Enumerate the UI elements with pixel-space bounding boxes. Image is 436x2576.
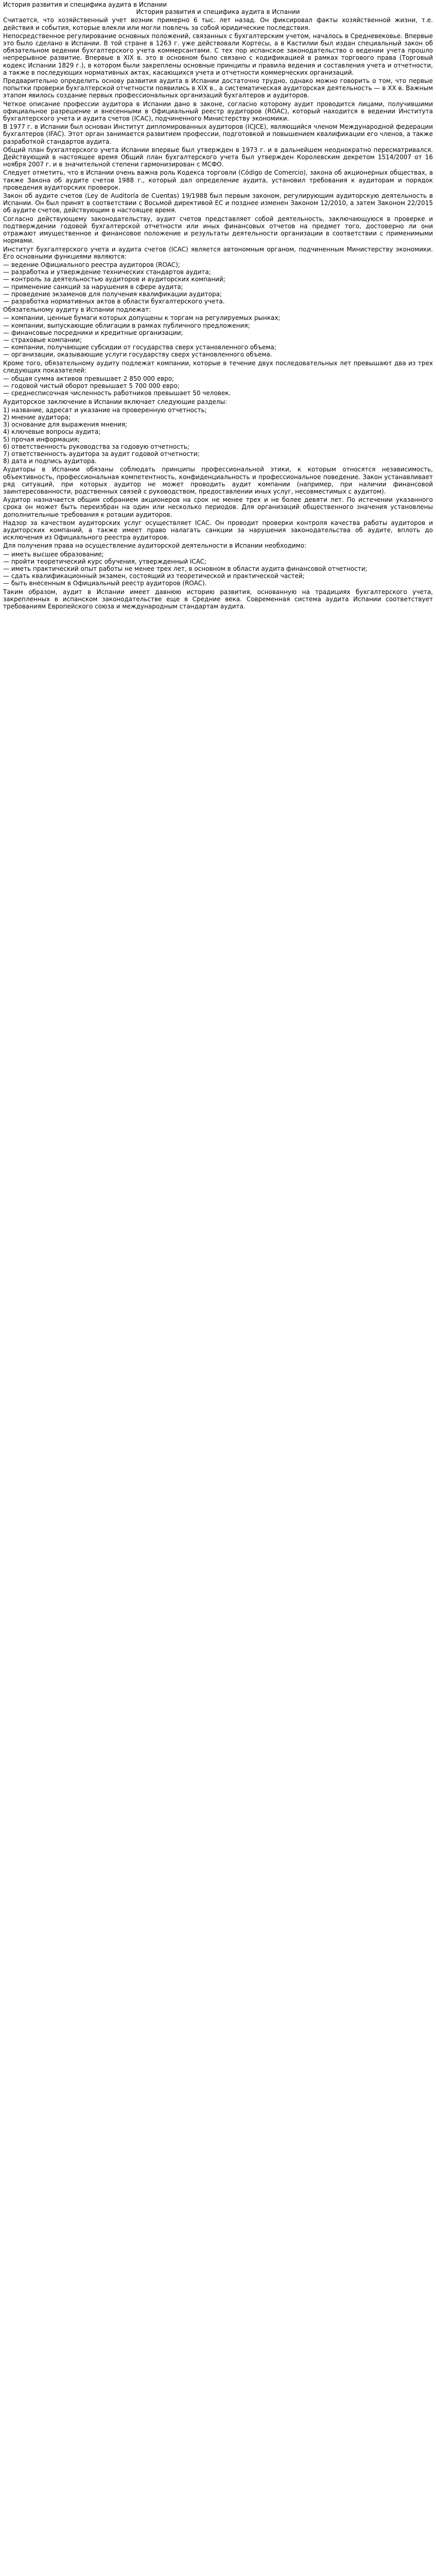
- list-item: — пройти теоретический курс обучения, утвержденный ICAC;: [3, 557, 207, 565]
- paragraph: Непосредственное регулирование основных положений, связанных с бухгалтерским учетом, началось в Средневековье. Впервые это было сделано в Испании. В той стране в 1263 г. уже действовали Кортесы, а в Кастилии был издан специальный закон об обязательном ведении бухгалтерского учета коммерсантами. С тех пор испанское законодательство о ведении учета прошло непрерывное развитие. Впервые в XIX в. это в основном было связано с кодификацией в рамках торгового права (Торговый кодекс Испании 1829 г.), в котором были закреплены основные принципы и правила ведения и составления учета и отчетности, а также в последующих нормативных актах, касающихся учета и отчетности коммерческих организаций.: [3, 32, 433, 76]
- paragraph: Следует отметить, что в Испании очень важна роль Кодекса торговли (Código de Comercio), закона об акционерных обществах, а также Закона об аудите счетов 1988 г., который дал определение аудита, установил требования к аудиторам и порядок проведения аудиторских проверок.: [3, 169, 433, 191]
- paragraph: Аудиторы в Испании обязаны соблюдать принципы профессиональной этики, к которым относятся независимость, объективность, профессиональная компетентность, конфиденциальность и профессиональное поведение. Закон устанавливает ряд ситуаций, при которых аудитор не может проводить аудит компании (например, при наличии финансовой заинтересованности, родственных связей с руководством, предоставлении иных услуг, несовместимых с аудитом).: [3, 466, 433, 495]
- list-item: — сдать квалификационный экзамен, состоящий из теоретической и практической частей;: [3, 572, 305, 580]
- paragraph: Надзор за качеством аудиторских услуг осуществляет ICAC. Он проводит проверки контроля качества работы аудиторов и аудиторских компаний, а также имеет право налагать санкции за нарушения законодательства об аудите, вплоть до исключения из Официального реестра аудиторов.: [3, 519, 433, 541]
- list-item: — страховые компании;: [3, 336, 82, 344]
- paragraph: Согласно действующему законодательству, аудит счетов представляет собой деятельность, заключающуюся в проверке и подтверждении годовой бухгалтерской отчетности или иных финансовых отчетов на предмет того, достоверно ли они отражают имущественное и финансовое положение и результаты деятельности организации в соответствии с применимыми нормами.: [3, 215, 433, 245]
- paragraph: Кроме того, обязательному аудиту подлежат компании, которые в течение двух последовательных лет превышают два из трех следующих показателей:: [3, 359, 433, 374]
- list-item: — ведение Официального реестра аудиторов (ROAC);: [3, 261, 180, 268]
- list-item: — общая сумма активов превышает 2 850 000 евро;: [3, 375, 175, 382]
- audit-required-list: [3, 314, 433, 358]
- list-item: — годовой чистый оборот превышает 5 700 000 евро;: [3, 382, 180, 390]
- list-item: — разработка нормативных актов в области бухгалтерского учета.: [3, 297, 225, 305]
- list-item: — иметь практический опыт работы не менее трех лет, в основном в области аудита финансовой отчетности;: [3, 565, 368, 573]
- list-item: — контроль за деятельностью аудиторов и аудиторских компаний;: [3, 276, 225, 283]
- paragraph: Общий план бухгалтерского учета Испании впервые был утвержден в 1973 г. и в дальнейшем неоднократно пересматривался. Действующий в настоящее время Общий план бухгалтерского учета был утвержден Королевским декретом 1514/2007 от 16 ноября 2007 г. и в значительной степени гармонизирован с МСФО.: [3, 146, 433, 168]
- paragraph: Таким образом, аудит в Испании имеет давнюю историю развития, основанную на традициях бухгалтерского учета, закрепленных в испанском законодательстве еще в Средние века. Современная система аудита Испании соответствует требованиям Европейского союза и международным стандартам аудита.: [3, 588, 433, 611]
- qualification-list: [3, 551, 433, 587]
- list-item: 3) основание для выражения мнения;: [3, 421, 128, 429]
- list-item: 2) мнение аудитора;: [3, 413, 71, 421]
- list-item: — компании, выпускающие облигации в рамках публичного предложения;: [3, 321, 250, 329]
- list-item: — проведение экзаменов для получения квалификации аудитора;: [3, 290, 222, 298]
- list-item: — иметь высшее образование;: [3, 550, 104, 558]
- paragraph: Предварительно определить основу развития аудита в Испании достаточно трудно, однако можно говорить о том, что первые попытки проверки бухгалтерской отчетности появились в XIX в., а систематическая аудиторская деятельность — в XX в. Важным этапом явилось создание первых профессиональных организаций бухгалтеров и аудиторов.: [3, 77, 433, 99]
- audit-report-list: [3, 406, 433, 465]
- list-item: — организации, оказывающие услуги государству сверх установленного объема.: [3, 351, 272, 359]
- list-item: 7) ответственность аудитора за аудит годовой отчетности;: [3, 450, 200, 457]
- paragraph: Обязательному аудиту в Испании подлежат:: [3, 306, 151, 314]
- document-page: [3, 0, 433, 610]
- paragraph: Для получения права на осуществление аудиторской деятельности в Испании необходимо:: [3, 542, 307, 550]
- list-item: — компании, получающие субсидии от государства сверх установленного объема;: [3, 344, 276, 351]
- list-item: — финансовые посредники и кредитные организации;: [3, 329, 183, 336]
- document-subtitle: История развития и специфика аудита в Испании: [136, 8, 300, 16]
- paragraph: Аудитор назначается общим собранием акционеров на срок не менее трех и не более девяти лет. По истечении указанного срока он может быть переизбран на один или несколько периодов. Для организаций общественного значения установлены дополнительные требования к ротации аудиторов.: [3, 496, 433, 518]
- paragraph: Четкое описание профессии аудитора в Испании дано в законе, согласно которому аудит проводится лицами, получившими официальное разрешение и внесенными в Официальный реестр аудиторов (ROAC), который находится в ведении Института бухгалтерского учета и аудита счетов (ICAC), подчиненного Министерству экономики.: [3, 100, 433, 123]
- list-item: 1) название, адресат и указание на проверенную отчетность;: [3, 406, 207, 414]
- thresholds-list: [3, 375, 433, 397]
- list-item: — компании, ценные бумаги которых допущены к торгам на регулируемых рынках;: [3, 314, 281, 322]
- paragraph: В 1977 г. в Испании был основан Институт дипломированных аудиторов (ICJCE), являющийся членом Международной федерации бухгалтеров (IFAC). Этот орган занимается развитием профессии, подготовкой и повышением квалификации его членов, а также разработкой стандартов аудита.: [3, 123, 433, 145]
- document-title: История развития и специфика аудита в Испании: [3, 1, 167, 8]
- list-item: 8) дата и подпись аудитора.: [3, 457, 97, 465]
- list-item: — быть внесенным в Официальный реестр аудиторов (ROAC).: [3, 580, 207, 587]
- paragraph: Считается, что хозяйственный учет возник примерно 6 тыс. лет назад. Он фиксировал факты хозяйственной жизни, т.е. действия и события, которые влекли или могли повлечь за собой юридические последствия.: [3, 16, 433, 31]
- paragraph: Институт бухгалтерского учета и аудита счетов (ICAC) является автономным органом, подчиненным Министерству экономики. Его основными функциями являются:: [3, 245, 433, 260]
- paragraph: Аудиторское заключение в Испании включает следующие разделы:: [3, 398, 228, 405]
- list-item: — разработка и утверждение технических стандартов аудита;: [3, 268, 211, 276]
- list-item: 5) прочая информация;: [3, 435, 80, 443]
- list-item: 6) ответственность руководства за годовую отчетность;: [3, 443, 189, 450]
- list-item: 4) ключевые вопросы аудита;: [3, 428, 101, 436]
- icac-functions-list: [3, 261, 433, 305]
- list-item: — применение санкций за нарушения в сфере аудита;: [3, 283, 183, 291]
- paragraph: Закон об аудите счетов (Ley de Auditoría de Cuentas) 19/1988 был первым законом, регулирующим аудиторскую деятельность в Испании. Он был принят в соответствии с Восьмой директивой ЕС и позднее изменен Законом 12/2010, а затем Законом 22/2015 об аудите счетов, действующим в настоящее время.: [3, 192, 433, 214]
- list-item: — среднесписочная численность работников превышает 50 человек.: [3, 389, 231, 397]
